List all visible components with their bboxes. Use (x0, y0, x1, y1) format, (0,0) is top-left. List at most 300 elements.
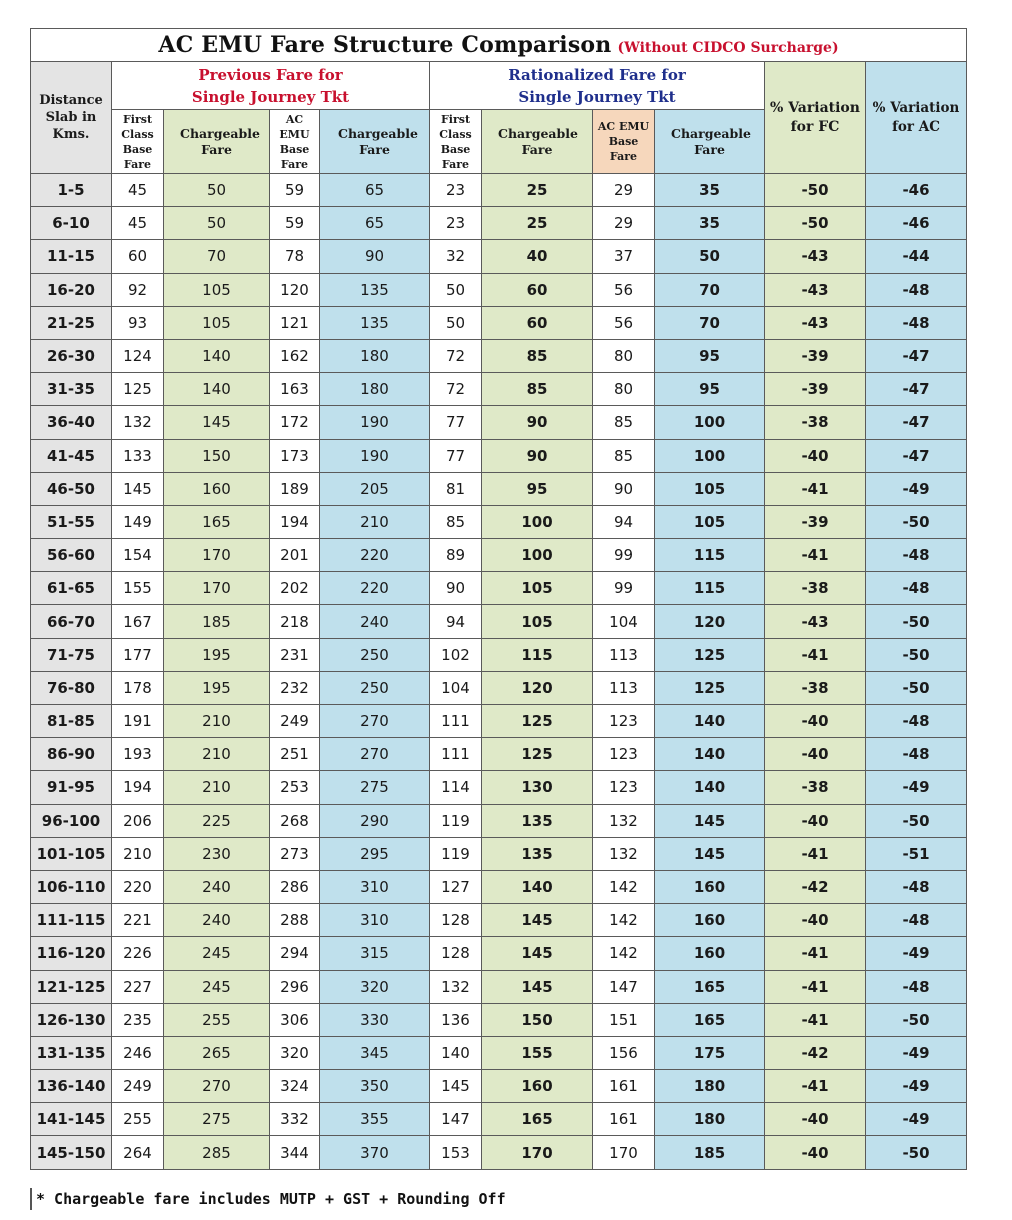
fare-cell-var-fc: -41 (765, 937, 866, 970)
slab-cell: 131-135 (31, 1036, 112, 1069)
fare-cell-prev-fc-base: 227 (112, 970, 164, 1003)
fare-cell-prev-fc-base: 133 (112, 439, 164, 472)
slab-cell: 136-140 (31, 1070, 112, 1103)
fare-cell-var-ac: -50 (866, 1136, 967, 1169)
table-row (31, 904, 967, 937)
fare-cell-prev-fc-base: 177 (112, 638, 164, 671)
fare-cell-var-ac: -51 (866, 837, 967, 870)
fare-cell-prev-ac-base: 189 (270, 472, 320, 505)
table-row (31, 870, 967, 903)
table-row (31, 539, 967, 572)
fare-cell-var-ac: -49 (866, 1036, 967, 1069)
fare-cell-new-ac-chargeable: 125 (655, 671, 765, 704)
fare-cell-new-ac-chargeable: 50 (655, 240, 765, 273)
fare-cell-var-fc: -39 (765, 339, 866, 372)
fare-cell-new-ac-chargeable: 100 (655, 406, 765, 439)
fare-cell-var-ac: -49 (866, 1103, 967, 1136)
fare-cell-new-ac-chargeable: 70 (655, 306, 765, 339)
fare-cell-var-fc: -40 (765, 705, 866, 738)
fare-cell-var-ac: -50 (866, 804, 967, 837)
fare-cell-new-ac-base: 151 (593, 1003, 655, 1036)
fare-cell-new-fc-chargeable: 135 (482, 837, 593, 870)
fare-cell-new-ac-chargeable: 140 (655, 771, 765, 804)
fare-cell-new-fc-chargeable: 25 (482, 174, 593, 207)
slab-cell: 1-5 (31, 174, 112, 207)
fare-cell-new-fc-chargeable: 125 (482, 738, 593, 771)
fare-table-body (31, 174, 967, 1170)
fare-cell-new-ac-base: 170 (593, 1136, 655, 1169)
fare-cell-new-ac-base: 37 (593, 240, 655, 273)
fare-cell-prev-ac-chargeable: 270 (320, 705, 430, 738)
fare-cell-var-ac: -48 (866, 273, 967, 306)
fare-cell-new-fc-base: 119 (430, 837, 482, 870)
fare-cell-prev-ac-base: 286 (270, 870, 320, 903)
fare-cell-var-fc: -41 (765, 472, 866, 505)
fare-cell-new-fc-base: 153 (430, 1136, 482, 1169)
slab-cell: 141-145 (31, 1103, 112, 1136)
page-title: AC EMU Fare Structure Comparison (158, 32, 612, 58)
fare-cell-prev-ac-chargeable: 135 (320, 273, 430, 306)
fare-cell-prev-fc-chargeable: 225 (164, 804, 270, 837)
fare-cell-new-fc-base: 89 (430, 539, 482, 572)
fare-cell-new-ac-chargeable: 165 (655, 1003, 765, 1036)
fare-cell-var-ac: -47 (866, 406, 967, 439)
header-prev-ac-base: AC EMU Base Fare (270, 110, 320, 174)
fare-cell-var-fc: -38 (765, 671, 866, 704)
fare-cell-prev-ac-base: 288 (270, 904, 320, 937)
fare-cell-prev-ac-chargeable: 290 (320, 804, 430, 837)
fare-cell-prev-fc-base: 145 (112, 472, 164, 505)
fare-cell-var-fc: -41 (765, 1003, 866, 1036)
fare-cell-new-fc-base: 119 (430, 804, 482, 837)
fare-cell-prev-ac-chargeable: 320 (320, 970, 430, 1003)
fare-cell-prev-ac-chargeable: 345 (320, 1036, 430, 1069)
fare-cell-new-ac-chargeable: 140 (655, 738, 765, 771)
fare-cell-prev-fc-base: 246 (112, 1036, 164, 1069)
slab-cell: 26-30 (31, 339, 112, 372)
fare-cell-new-ac-base: 132 (593, 804, 655, 837)
table-row (31, 771, 967, 804)
fare-cell-new-ac-chargeable: 35 (655, 207, 765, 240)
fare-cell-prev-ac-base: 273 (270, 837, 320, 870)
fare-cell-prev-fc-base: 221 (112, 904, 164, 937)
fare-cell-prev-fc-base: 193 (112, 738, 164, 771)
fare-cell-prev-ac-chargeable: 270 (320, 738, 430, 771)
fare-cell-var-fc: -42 (765, 870, 866, 903)
fare-cell-var-ac: -48 (866, 705, 967, 738)
header-new-ac-base: AC EMU Base Fare (593, 110, 655, 174)
fare-cell-prev-fc-base: 124 (112, 339, 164, 372)
fare-cell-prev-ac-chargeable: 350 (320, 1070, 430, 1103)
fare-cell-new-fc-chargeable: 90 (482, 439, 593, 472)
table-row (31, 1003, 967, 1036)
fare-cell-prev-fc-chargeable: 105 (164, 273, 270, 306)
fare-cell-var-fc: -50 (765, 207, 866, 240)
fare-cell-new-ac-chargeable: 180 (655, 1070, 765, 1103)
fare-cell-prev-ac-chargeable: 65 (320, 174, 430, 207)
fare-cell-new-ac-base: 123 (593, 705, 655, 738)
fare-cell-prev-fc-base: 220 (112, 870, 164, 903)
header-new-ac-chargeable: Chargeable Fare (655, 110, 765, 174)
fare-cell-new-ac-chargeable: 180 (655, 1103, 765, 1136)
fare-cell-prev-ac-base: 324 (270, 1070, 320, 1103)
fare-cell-new-fc-base: 111 (430, 705, 482, 738)
fare-cell-prev-fc-chargeable: 185 (164, 605, 270, 638)
fare-comparison-sheet (30, 28, 966, 1170)
header-distance-slab: Distance Slab in Kms. (31, 62, 112, 174)
fare-cell-new-fc-base: 140 (430, 1036, 482, 1069)
slab-cell: 51-55 (31, 505, 112, 538)
fare-cell-new-fc-chargeable: 145 (482, 904, 593, 937)
fare-cell-prev-fc-base: 154 (112, 539, 164, 572)
fare-cell-prev-ac-base: 268 (270, 804, 320, 837)
fare-cell-prev-ac-chargeable: 310 (320, 870, 430, 903)
fare-cell-new-ac-base: 113 (593, 671, 655, 704)
fare-cell-var-ac: -50 (866, 1003, 967, 1036)
table-row (31, 174, 967, 207)
fare-cell-new-ac-chargeable: 120 (655, 605, 765, 638)
fare-cell-prev-ac-base: 121 (270, 306, 320, 339)
fare-cell-var-ac: -48 (866, 539, 967, 572)
fare-cell-new-ac-chargeable: 145 (655, 837, 765, 870)
header-prev-fc-base: First Class Base Fare (112, 110, 164, 174)
fare-cell-prev-ac-base: 59 (270, 207, 320, 240)
fare-cell-var-ac: -48 (866, 970, 967, 1003)
fare-cell-prev-ac-chargeable: 220 (320, 572, 430, 605)
slab-cell: 76-80 (31, 671, 112, 704)
fare-cell-var-fc: -41 (765, 837, 866, 870)
fare-cell-prev-ac-base: 344 (270, 1136, 320, 1169)
fare-cell-prev-fc-chargeable: 265 (164, 1036, 270, 1069)
fare-cell-var-fc: -40 (765, 439, 866, 472)
footnote: * Chargeable fare includes MUTP + GST + Rounding Off (30, 1188, 506, 1210)
fare-cell-new-fc-base: 85 (430, 505, 482, 538)
slab-cell: 36-40 (31, 406, 112, 439)
slab-cell: 91-95 (31, 771, 112, 804)
fare-cell-prev-fc-base: 206 (112, 804, 164, 837)
fare-cell-new-ac-base: 147 (593, 970, 655, 1003)
table-row (31, 705, 967, 738)
fare-cell-prev-ac-chargeable: 180 (320, 339, 430, 372)
fare-cell-prev-fc-chargeable: 245 (164, 937, 270, 970)
slab-cell: 56-60 (31, 539, 112, 572)
fare-cell-new-ac-chargeable: 160 (655, 904, 765, 937)
fare-cell-prev-ac-base: 163 (270, 373, 320, 406)
fare-cell-new-fc-chargeable: 160 (482, 1070, 593, 1103)
fare-cell-new-fc-chargeable: 100 (482, 505, 593, 538)
slab-cell: 66-70 (31, 605, 112, 638)
fare-cell-new-fc-chargeable: 170 (482, 1136, 593, 1169)
header-previous-fare: Previous Fare for Single Journey Tkt (112, 62, 430, 110)
fare-cell-new-fc-chargeable: 40 (482, 240, 593, 273)
table-row (31, 207, 967, 240)
fare-cell-prev-ac-base: 249 (270, 705, 320, 738)
fare-cell-new-ac-chargeable: 70 (655, 273, 765, 306)
fare-cell-prev-fc-chargeable: 170 (164, 539, 270, 572)
slab-cell: 16-20 (31, 273, 112, 306)
fare-cell-prev-fc-chargeable: 210 (164, 738, 270, 771)
fare-cell-prev-fc-base: 226 (112, 937, 164, 970)
fare-cell-var-fc: -38 (765, 406, 866, 439)
fare-cell-prev-fc-chargeable: 240 (164, 904, 270, 937)
fare-cell-new-ac-base: 85 (593, 439, 655, 472)
fare-cell-new-fc-chargeable: 60 (482, 273, 593, 306)
fare-cell-prev-ac-chargeable: 315 (320, 937, 430, 970)
fare-cell-prev-fc-base: 249 (112, 1070, 164, 1103)
fare-cell-prev-ac-base: 78 (270, 240, 320, 273)
fare-cell-prev-ac-chargeable: 135 (320, 306, 430, 339)
slab-cell: 81-85 (31, 705, 112, 738)
fare-cell-new-ac-chargeable: 175 (655, 1036, 765, 1069)
table-row (31, 1070, 967, 1103)
fare-cell-prev-fc-base: 149 (112, 505, 164, 538)
fare-cell-new-ac-base: 56 (593, 306, 655, 339)
fare-cell-new-ac-chargeable: 35 (655, 174, 765, 207)
table-row (31, 605, 967, 638)
fare-cell-new-fc-chargeable: 145 (482, 970, 593, 1003)
slab-cell: 21-25 (31, 306, 112, 339)
slab-cell: 145-150 (31, 1136, 112, 1169)
fare-cell-new-fc-base: 72 (430, 339, 482, 372)
fare-cell-prev-fc-chargeable: 70 (164, 240, 270, 273)
fare-cell-prev-fc-chargeable: 170 (164, 572, 270, 605)
fare-cell-new-fc-base: 50 (430, 306, 482, 339)
fare-cell-new-ac-base: 99 (593, 539, 655, 572)
fare-cell-var-fc: -40 (765, 904, 866, 937)
table-row (31, 339, 967, 372)
fare-cell-new-ac-chargeable: 160 (655, 937, 765, 970)
fare-cell-new-ac-base: 123 (593, 771, 655, 804)
fare-cell-new-fc-base: 145 (430, 1070, 482, 1103)
fare-cell-new-fc-base: 128 (430, 904, 482, 937)
fare-cell-var-fc: -40 (765, 1103, 866, 1136)
fare-cell-new-ac-base: 132 (593, 837, 655, 870)
fare-cell-new-fc-base: 32 (430, 240, 482, 273)
header-variation-ac: % Variation for AC (866, 62, 967, 174)
header-variation-fc: % Variation for FC (765, 62, 866, 174)
fare-cell-new-fc-base: 77 (430, 406, 482, 439)
table-row (31, 306, 967, 339)
fare-cell-prev-ac-base: 253 (270, 771, 320, 804)
fare-cell-new-ac-chargeable: 95 (655, 373, 765, 406)
table-row (31, 1036, 967, 1069)
fare-cell-var-fc: -41 (765, 1070, 866, 1103)
fare-cell-new-ac-chargeable: 100 (655, 439, 765, 472)
fare-cell-new-ac-chargeable: 105 (655, 472, 765, 505)
fare-cell-new-fc-base: 50 (430, 273, 482, 306)
slab-cell: 86-90 (31, 738, 112, 771)
fare-cell-new-fc-chargeable: 105 (482, 572, 593, 605)
fare-table (30, 28, 967, 1170)
fare-cell-new-ac-base: 99 (593, 572, 655, 605)
fare-cell-prev-fc-chargeable: 195 (164, 638, 270, 671)
fare-cell-var-ac: -49 (866, 472, 967, 505)
fare-cell-var-fc: -39 (765, 373, 866, 406)
fare-cell-prev-ac-chargeable: 295 (320, 837, 430, 870)
fare-cell-prev-ac-base: 320 (270, 1036, 320, 1069)
fare-cell-new-fc-chargeable: 125 (482, 705, 593, 738)
fare-cell-new-fc-chargeable: 135 (482, 804, 593, 837)
fare-cell-new-fc-chargeable: 85 (482, 373, 593, 406)
fare-cell-var-ac: -46 (866, 207, 967, 240)
fare-cell-new-ac-chargeable: 145 (655, 804, 765, 837)
table-row (31, 373, 967, 406)
fare-cell-prev-fc-base: 178 (112, 671, 164, 704)
fare-cell-var-fc: -43 (765, 240, 866, 273)
fare-cell-prev-fc-chargeable: 50 (164, 174, 270, 207)
slab-cell: 31-35 (31, 373, 112, 406)
fare-cell-prev-ac-base: 194 (270, 505, 320, 538)
fare-cell-var-fc: -43 (765, 306, 866, 339)
slab-cell: 41-45 (31, 439, 112, 472)
fare-cell-prev-fc-chargeable: 270 (164, 1070, 270, 1103)
fare-cell-new-ac-chargeable: 160 (655, 870, 765, 903)
fare-cell-prev-fc-chargeable: 195 (164, 671, 270, 704)
header-rationalized-fare: Rationalized Fare for Single Journey Tkt (430, 62, 765, 110)
fare-cell-var-fc: -38 (765, 572, 866, 605)
title-bar (31, 29, 967, 62)
fare-cell-var-fc: -50 (765, 174, 866, 207)
fare-cell-prev-ac-base: 162 (270, 339, 320, 372)
fare-cell-var-ac: -50 (866, 638, 967, 671)
fare-cell-prev-fc-base: 235 (112, 1003, 164, 1036)
table-row (31, 937, 967, 970)
fare-cell-new-ac-chargeable: 115 (655, 539, 765, 572)
fare-cell-var-ac: -49 (866, 771, 967, 804)
fare-cell-new-fc-chargeable: 120 (482, 671, 593, 704)
fare-cell-new-fc-base: 132 (430, 970, 482, 1003)
table-row (31, 505, 967, 538)
fare-cell-new-ac-chargeable: 185 (655, 1136, 765, 1169)
fare-cell-prev-fc-chargeable: 230 (164, 837, 270, 870)
table-row (31, 1103, 967, 1136)
fare-cell-new-ac-base: 56 (593, 273, 655, 306)
fare-cell-prev-ac-chargeable: 240 (320, 605, 430, 638)
fare-cell-prev-ac-base: 202 (270, 572, 320, 605)
fare-cell-new-ac-base: 80 (593, 339, 655, 372)
fare-cell-prev-fc-chargeable: 245 (164, 970, 270, 1003)
fare-cell-prev-fc-base: 132 (112, 406, 164, 439)
fare-cell-var-ac: -47 (866, 339, 967, 372)
table-row (31, 837, 967, 870)
fare-cell-var-ac: -50 (866, 671, 967, 704)
fare-cell-new-ac-chargeable: 140 (655, 705, 765, 738)
header-prev-fc-chargeable: Chargeable Fare (164, 110, 270, 174)
fare-cell-new-ac-base: 29 (593, 207, 655, 240)
fare-cell-prev-fc-base: 210 (112, 837, 164, 870)
fare-cell-var-ac: -46 (866, 174, 967, 207)
page-subtitle: (Without CIDCO Surcharge) (617, 40, 839, 56)
table-row (31, 439, 967, 472)
fare-cell-new-fc-chargeable: 150 (482, 1003, 593, 1036)
fare-cell-new-ac-base: 156 (593, 1036, 655, 1069)
fare-cell-new-fc-base: 111 (430, 738, 482, 771)
slab-cell: 116-120 (31, 937, 112, 970)
fare-cell-new-ac-base: 142 (593, 870, 655, 903)
fare-cell-prev-fc-base: 255 (112, 1103, 164, 1136)
table-row (31, 738, 967, 771)
fare-cell-prev-ac-base: 232 (270, 671, 320, 704)
fare-cell-prev-fc-base: 155 (112, 572, 164, 605)
fare-cell-var-fc: -42 (765, 1036, 866, 1069)
fare-cell-new-fc-base: 77 (430, 439, 482, 472)
fare-cell-new-fc-base: 90 (430, 572, 482, 605)
fare-cell-prev-fc-base: 264 (112, 1136, 164, 1169)
slab-cell: 46-50 (31, 472, 112, 505)
slab-cell: 6-10 (31, 207, 112, 240)
fare-cell-new-ac-base: 161 (593, 1103, 655, 1136)
fare-cell-new-ac-base: 85 (593, 406, 655, 439)
fare-cell-prev-ac-chargeable: 210 (320, 505, 430, 538)
fare-cell-prev-ac-base: 120 (270, 273, 320, 306)
fare-cell-var-fc: -38 (765, 771, 866, 804)
fare-cell-prev-ac-chargeable: 220 (320, 539, 430, 572)
fare-cell-new-fc-chargeable: 95 (482, 472, 593, 505)
fare-cell-new-ac-chargeable: 115 (655, 572, 765, 605)
fare-cell-var-ac: -49 (866, 1070, 967, 1103)
table-row (31, 472, 967, 505)
fare-cell-var-ac: -47 (866, 439, 967, 472)
fare-cell-new-fc-chargeable: 85 (482, 339, 593, 372)
fare-cell-new-fc-base: 23 (430, 207, 482, 240)
slab-cell: 106-110 (31, 870, 112, 903)
fare-cell-prev-fc-base: 191 (112, 705, 164, 738)
fare-cell-prev-ac-base: 294 (270, 937, 320, 970)
fare-cell-new-ac-chargeable: 125 (655, 638, 765, 671)
table-row (31, 970, 967, 1003)
fare-cell-new-fc-chargeable: 90 (482, 406, 593, 439)
slab-cell: 126-130 (31, 1003, 112, 1036)
fare-cell-new-fc-chargeable: 100 (482, 539, 593, 572)
fare-cell-new-fc-base: 114 (430, 771, 482, 804)
fare-cell-var-ac: -48 (866, 738, 967, 771)
fare-cell-prev-fc-base: 45 (112, 174, 164, 207)
fare-cell-new-fc-chargeable: 115 (482, 638, 593, 671)
fare-cell-prev-fc-base: 125 (112, 373, 164, 406)
fare-cell-prev-ac-base: 59 (270, 174, 320, 207)
fare-cell-new-fc-chargeable: 155 (482, 1036, 593, 1069)
fare-cell-prev-ac-chargeable: 205 (320, 472, 430, 505)
fare-cell-new-fc-base: 147 (430, 1103, 482, 1136)
fare-cell-prev-ac-chargeable: 370 (320, 1136, 430, 1169)
fare-cell-var-fc: -41 (765, 539, 866, 572)
fare-cell-var-ac: -48 (866, 870, 967, 903)
table-row (31, 638, 967, 671)
fare-cell-prev-ac-chargeable: 250 (320, 638, 430, 671)
fare-cell-var-fc: -40 (765, 804, 866, 837)
fare-cell-prev-ac-base: 218 (270, 605, 320, 638)
fare-cell-prev-fc-base: 167 (112, 605, 164, 638)
fare-cell-var-fc: -43 (765, 605, 866, 638)
fare-cell-new-fc-chargeable: 130 (482, 771, 593, 804)
fare-cell-var-ac: -44 (866, 240, 967, 273)
fare-cell-prev-ac-chargeable: 190 (320, 439, 430, 472)
fare-cell-prev-ac-chargeable: 90 (320, 240, 430, 273)
fare-cell-new-fc-base: 127 (430, 870, 482, 903)
fare-cell-prev-fc-chargeable: 160 (164, 472, 270, 505)
table-row (31, 572, 967, 605)
fare-cell-new-fc-base: 104 (430, 671, 482, 704)
header-new-fc-chargeable: Chargeable Fare (482, 110, 593, 174)
fare-cell-new-ac-base: 104 (593, 605, 655, 638)
fare-cell-new-fc-chargeable: 25 (482, 207, 593, 240)
fare-cell-prev-fc-chargeable: 165 (164, 505, 270, 538)
fare-cell-var-fc: -40 (765, 738, 866, 771)
fare-cell-prev-fc-chargeable: 255 (164, 1003, 270, 1036)
fare-cell-prev-fc-base: 92 (112, 273, 164, 306)
fare-cell-new-ac-base: 80 (593, 373, 655, 406)
fare-cell-prev-ac-base: 173 (270, 439, 320, 472)
